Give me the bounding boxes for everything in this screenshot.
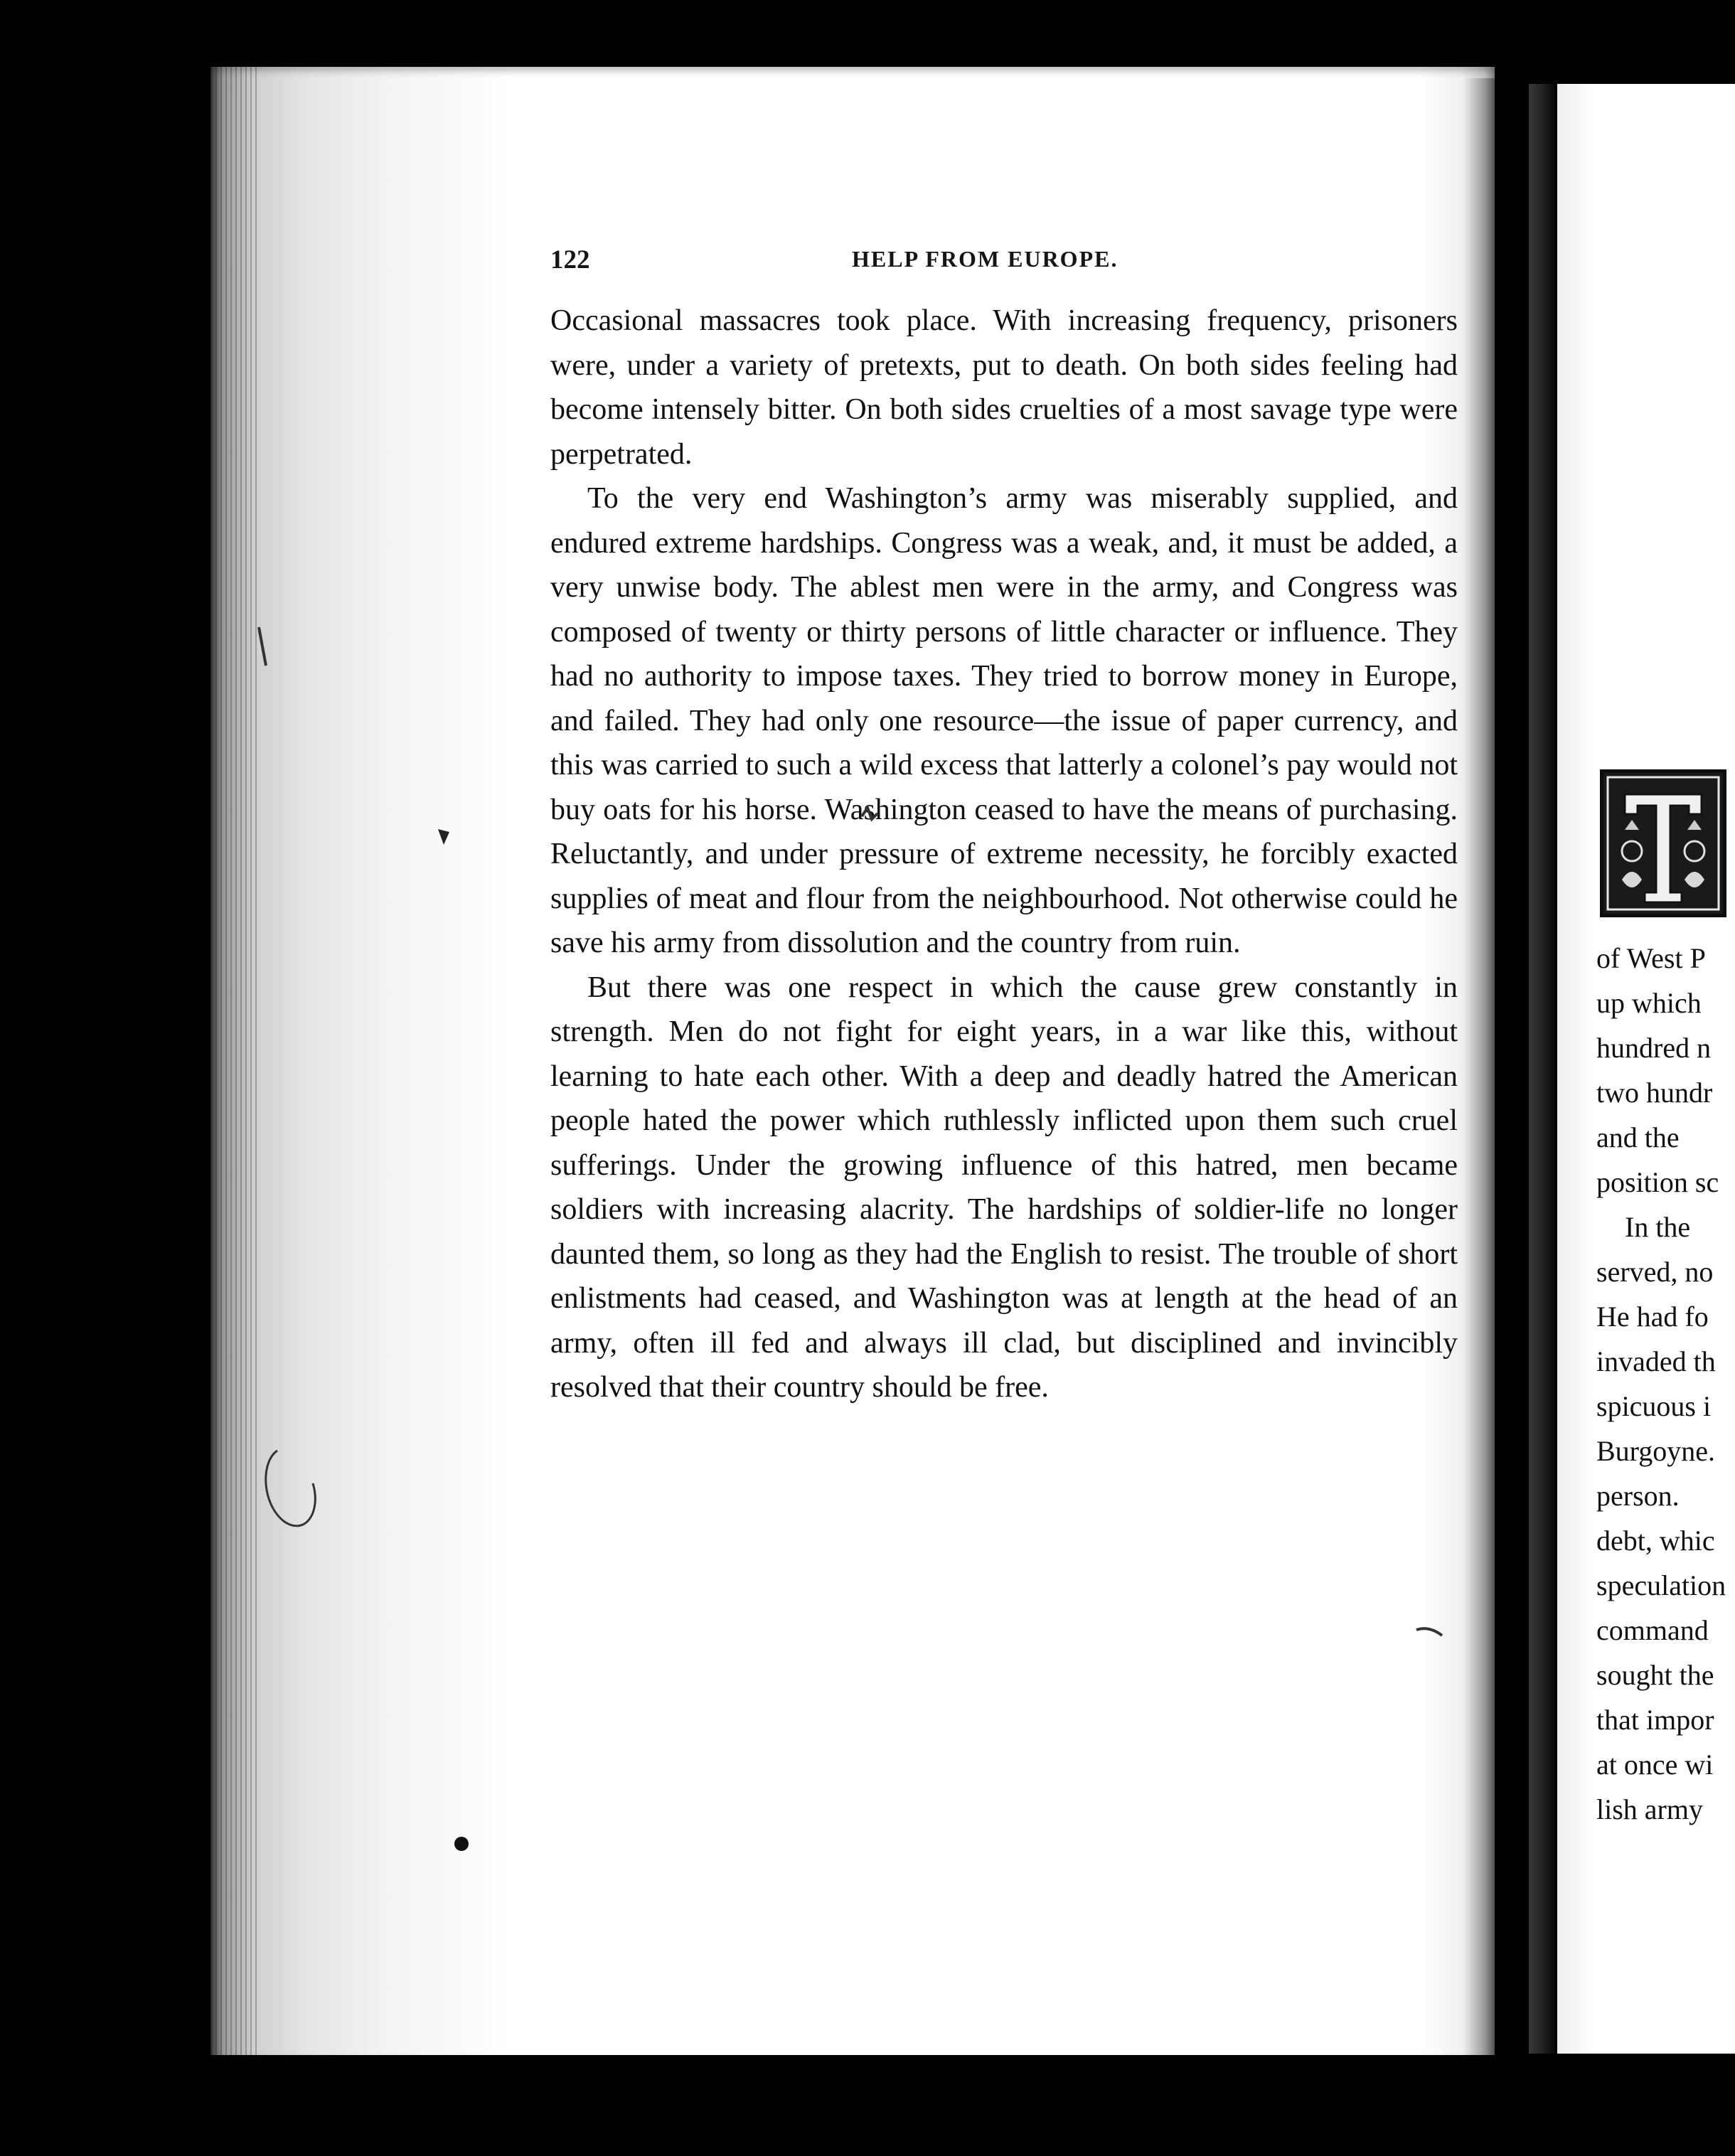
running-head-title: HELP FROM EUROPE. — [852, 246, 1119, 272]
decorative-initial-t — [1600, 769, 1726, 917]
right-page-line: and the — [1596, 1121, 1680, 1153]
right-page-line: up which — [1596, 987, 1702, 1019]
right-page-line: lish army — [1596, 1793, 1703, 1825]
right-page-body — [1596, 936, 1735, 1832]
left-page-body — [550, 299, 1458, 1410]
right-page-line: In the — [1625, 1211, 1691, 1243]
right-page-line: Burgoyne. — [1596, 1435, 1716, 1467]
right-page-line: position sc — [1596, 1166, 1719, 1198]
ornament-icon — [1603, 773, 1723, 914]
right-page-line: invaded th — [1596, 1345, 1716, 1377]
right-page-line: spicuous i — [1596, 1390, 1712, 1422]
gutter-shadow — [1465, 78, 1557, 2055]
paragraph-3: But there was one respect in which the cause grew constantly in strength. Men do not fight for eight years, in a war like this, without learning to hate each other. With a deep and deadly hatred the American people hated the power which ruthlessly inflicted upon them such cruel sufferings. Under the growing influence of this hatred, men became soldiers with increasing alacrity. The hardships of soldier-life no longer daunted them, so long as they had the English to resist. The trouble of short enlistments had ceased, and Washington was at length at the head of an army, often ill fed and always ill clad, but disciplined and invincibly resolved that their country should be free. — [550, 971, 1458, 1404]
right-page-line: speculation — [1596, 1569, 1726, 1601]
right-page-line: He had fo — [1596, 1301, 1709, 1333]
right-page-line: command — [1596, 1614, 1709, 1646]
page-number: 122 — [550, 245, 590, 274]
ink-spot-icon — [435, 826, 452, 846]
running-head — [550, 245, 1458, 280]
ink-smudge-icon — [1415, 1624, 1443, 1641]
right-page-line: served, no — [1596, 1256, 1714, 1288]
right-page-line: at once wi — [1596, 1749, 1714, 1781]
paragraph-1: Occasional massacres took place. With increasing frequency, prisoners were, under a variety of pretexts, put to death. On both sides feeling had become intensely bitter. On both sides cruelties of a most savage type were perpetrated. — [550, 304, 1458, 471]
pencil-mark-icon — [256, 1448, 327, 1533]
right-page-line: of West P — [1596, 942, 1706, 974]
right-page-line: sought the — [1596, 1659, 1714, 1691]
paragraph-2: To the very end Washington’s army was miserably supplied, and endured extreme hardships. Congress was a weak, and, it must be added, a very unwise body. The ablest men were in the army, and Congress was composed of twenty or thirty persons of little character or influence. They had no authority to impose taxes. They tried to borrow money in Europe, and failed. They had only one resource—the issue of paper currency, and this was carried to such a wild excess that latterly a colonel’s pay would not buy oats for his horse. Washington ceased to have the means of purchasing. Reluctantly, and under pressure of extreme necessity, he forcibly exacted supplies of meat and flour from the neighbourhood. Not otherwise could he save his army from dissolution and the country from ruin. — [550, 482, 1458, 959]
right-page-line: person. — [1596, 1480, 1680, 1512]
right-page-line: two hundr — [1596, 1077, 1713, 1109]
right-page-line: hundred n — [1596, 1032, 1712, 1064]
pencil-tick-icon — [256, 626, 270, 668]
right-page-line: that impor — [1596, 1704, 1714, 1736]
ink-blot-icon — [452, 1835, 471, 1853]
right-page-line: debt, whic — [1596, 1525, 1715, 1557]
page-edge-stack — [210, 67, 260, 2055]
ink-spot-icon — [859, 805, 880, 826]
